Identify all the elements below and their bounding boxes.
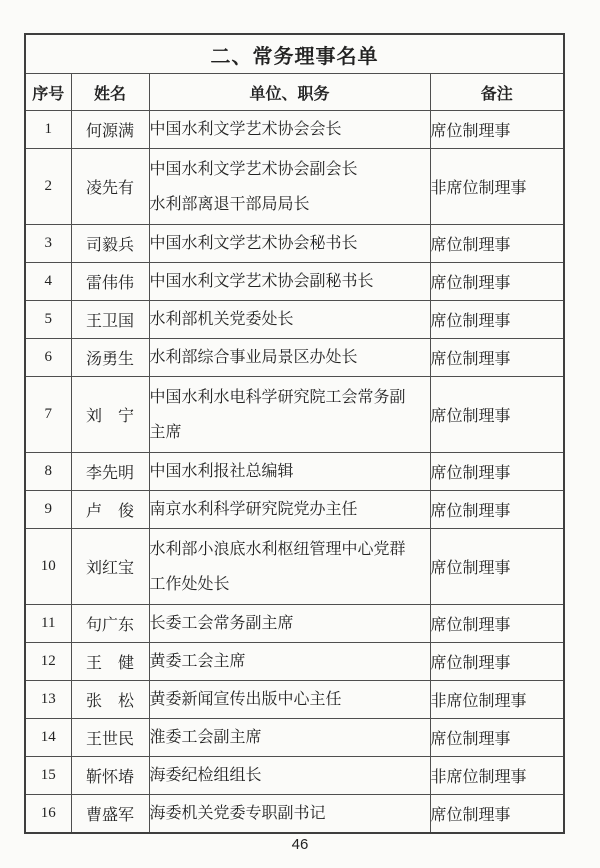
table-title: 二、常务理事名单 [25,34,564,74]
unit-position-cell [149,111,430,149]
header-unit-position: 单位、职务 [149,74,430,111]
remark-cell: 席位制理事 [430,719,564,757]
position-line: 水利部机关党委处长 [149,311,294,328]
unit-position-cell [149,681,430,719]
remark-cell: 席位制理事 [430,263,564,301]
table-row [25,225,564,263]
name-cell: 刘 宁 [71,377,149,453]
unit-position-cell [149,491,430,529]
unit-position-cell [149,529,430,605]
name-cell: 何源满 [71,111,149,149]
name-cell: 王世民 [71,719,149,757]
table-row [25,605,564,643]
name-cell: 王卫国 [71,301,149,339]
name-cell: 王 健 [71,643,149,681]
unit-position-cell [149,263,430,301]
name-cell: 卢 俊 [71,491,149,529]
table-row [25,795,564,834]
position-line: 水利部小浪底水利枢纽管理中心党群 [149,540,406,558]
remark-cell: 非席位制理事 [430,757,564,795]
position-line: 南京水利科学研究院党办主任 [149,501,358,518]
unit-position-cell [149,605,430,643]
remark-cell: 席位制理事 [430,529,564,605]
position-line: 水利部综合事业局景区办处长 [149,349,358,366]
position-line: 中国水利文学艺术协会副秘书长 [149,273,374,290]
name-cell: 曹盛军 [71,795,149,834]
remark-cell: 席位制理事 [430,111,564,149]
table-row [25,529,564,605]
position-line: 中国水利水电科学研究院工会常务副 [149,388,406,406]
remark-cell: 席位制理事 [430,605,564,643]
position-line: 海委纪检组组长 [149,767,262,784]
position-line: 淮委工会副主席 [149,729,262,746]
name-cell: 雷伟伟 [71,263,149,301]
remark-cell: 非席位制理事 [430,149,564,225]
table-row [25,453,564,491]
unit-position-cell [149,453,430,491]
serial-number-cell: 2 [25,149,71,225]
position-line: 水利部离退干部局局长 [149,195,310,213]
serial-number-cell: 6 [25,339,71,377]
name-cell: 司毅兵 [71,225,149,263]
remark-cell: 席位制理事 [430,491,564,529]
name-cell: 李先明 [71,453,149,491]
unit-position-cell [149,719,430,757]
remark-cell: 席位制理事 [430,453,564,491]
serial-number-cell: 14 [25,719,71,757]
table-row [25,301,564,339]
serial-number-cell: 15 [25,757,71,795]
serial-number-cell: 4 [25,263,71,301]
table-row [25,377,564,453]
table-row [25,263,564,301]
serial-number-cell: 8 [25,453,71,491]
table-row [25,149,564,225]
name-cell: 句广东 [71,605,149,643]
name-cell: 凌先有 [71,149,149,225]
serial-number-cell: 5 [25,301,71,339]
unit-position-cell [149,339,430,377]
serial-number-cell: 11 [25,605,71,643]
position-line: 黄委新闻宣传出版中心主任 [149,691,342,708]
unit-position-cell [149,757,430,795]
serial-number-cell: 3 [25,225,71,263]
position-line: 主席 [149,423,182,441]
table-row [25,719,564,757]
table-body [25,111,564,834]
serial-number-cell: 10 [25,529,71,605]
position-line: 黄委工会主席 [149,653,246,670]
table-row [25,339,564,377]
unit-position-cell [149,149,430,225]
executive-directors-table [24,33,565,834]
table-row [25,491,564,529]
table-row [25,111,564,149]
position-line: 海委机关党委专职副书记 [149,805,326,822]
serial-number-cell: 7 [25,377,71,453]
unit-position-cell [149,301,430,339]
unit-position-cell [149,643,430,681]
name-cell: 靳怀堾 [71,757,149,795]
serial-number-cell: 12 [25,643,71,681]
serial-number-cell: 9 [25,491,71,529]
remark-cell: 席位制理事 [430,339,564,377]
remark-cell: 非席位制理事 [430,681,564,719]
serial-number-cell: 16 [25,795,71,834]
position-line: 中国水利文学艺术协会会长 [149,121,342,138]
unit-position-cell [149,225,430,263]
remark-cell: 席位制理事 [430,795,564,834]
header-row [25,74,564,111]
title-row [25,34,564,74]
position-line: 长委工会常务副主席 [149,615,294,632]
page-number: 46 [291,836,309,853]
serial-number-cell: 13 [25,681,71,719]
header-remark: 备注 [430,74,564,111]
remark-cell: 席位制理事 [430,643,564,681]
remark-cell: 席位制理事 [430,225,564,263]
table-row [25,681,564,719]
name-cell: 张 松 [71,681,149,719]
name-cell: 刘红宝 [71,529,149,605]
table-row [25,643,564,681]
header-serial-number: 序号 [25,74,71,111]
position-line: 中国水利文学艺术协会秘书长 [149,235,358,252]
position-line: 工作处处长 [149,575,230,593]
remark-cell: 席位制理事 [430,301,564,339]
remark-cell: 席位制理事 [430,377,564,453]
unit-position-cell [149,377,430,453]
position-line: 中国水利报社总编辑 [149,463,294,480]
table-row [25,757,564,795]
name-cell: 汤勇生 [71,339,149,377]
position-line: 中国水利文学艺术协会副会长 [149,160,358,178]
serial-number-cell: 1 [25,111,71,149]
header-name: 姓名 [71,74,149,111]
unit-position-cell [149,795,430,834]
